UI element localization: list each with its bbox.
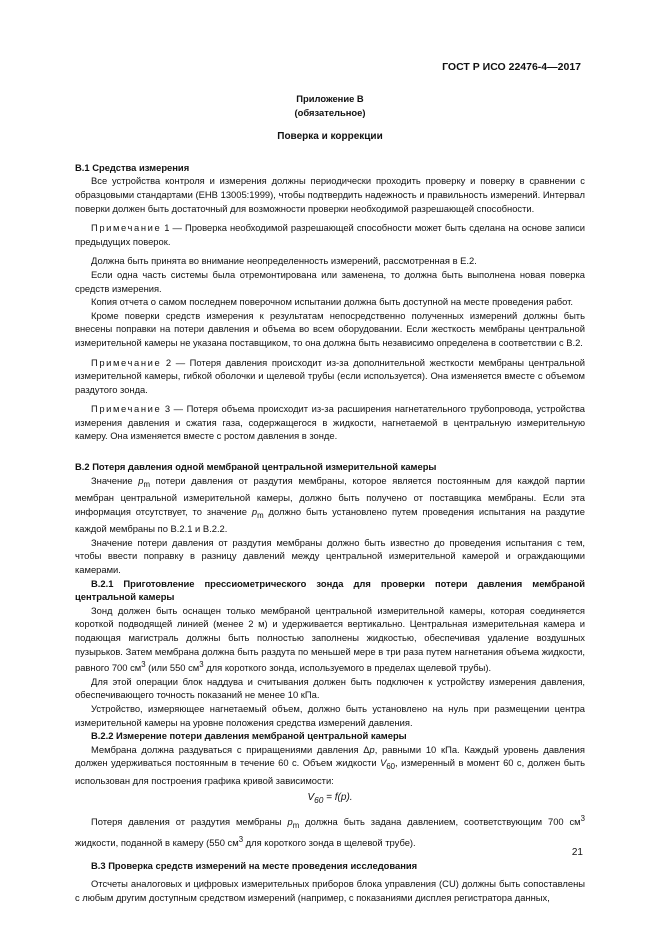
b21-paragraph-2: Для этой операции блок наддува и считывания должен быть подключен к устройству измерения давления, обеспечивающего точность показаний не менее 10 кПа. bbox=[75, 675, 585, 701]
note-1 bbox=[75, 221, 585, 248]
symbol-v: V bbox=[380, 757, 387, 769]
text-run: , равными 10 кПа. Каждый уровень давления должен удерживаться постоянным в течение 60 с. Объем жидкости bbox=[75, 743, 585, 769]
symbol-p: p bbox=[138, 474, 144, 486]
text-run: для короткого зонда, используемого в пределах щелевой трубы). bbox=[203, 662, 492, 674]
superscript: 3 bbox=[141, 660, 146, 670]
note-2-label: Примечание bbox=[91, 356, 162, 368]
symbol-sub: 60 bbox=[386, 762, 396, 772]
b2-paragraph-2: Значение потери давления от раздутия мембраны должно быть известно до проведения испытания с тем, чтобы ввести поправку в разницу давлений между центральной измерительной камерой и ограждающими камерами. bbox=[75, 536, 585, 575]
text-run: жидкости, поданной в камеру (550 см bbox=[75, 836, 239, 848]
text-run: должно быть установлено путем проведения испытания на раздутие каждой мембраны по В.2.1 и В.2.2. bbox=[75, 505, 585, 535]
b2-paragraph-1 bbox=[75, 474, 585, 536]
symbol-p: p bbox=[251, 505, 258, 517]
text-run: Значение bbox=[91, 474, 139, 486]
note-3 bbox=[75, 402, 585, 443]
appendix-title: Приложение В bbox=[296, 93, 364, 104]
symbol-sub: m bbox=[143, 479, 150, 489]
superscript: 3 bbox=[238, 834, 244, 844]
b1-heading: В.1 Средства измерения bbox=[75, 161, 190, 173]
b3-heading: В.3 Проверка средств измерений на месте проведения исследования bbox=[91, 860, 418, 872]
text-run: Зонд должен быть оснащен только мембраной центральной измерительной камеры, которая соединяется короткой подводящей линией (менее 2 м) и удерживается вертикально. Центральная измерительная камера и подающая магистраль должны быть полностью заполнены жидкостью, обеспечивая удаление воздушных пузырьков. Затем мембрана должна быть раздута по меньшей мере в три раза путем нагнетания объема жидкости, равного 700 см bbox=[75, 604, 585, 674]
superscript: 3 bbox=[199, 660, 204, 670]
text-run: для короткого зонда в щелевой трубе). bbox=[243, 836, 416, 848]
page-number: 21 bbox=[571, 847, 583, 858]
b1-paragraph-1: Все устройства контроля и измерения должны периодически проходить проверку и поверку в сравнении с образцовыми стандартами (ЕНВ 13005:1999), чтобы подтвердить надежность и правильность измерений. Интервал поверки должен быть достаточный для возможности проверки необходимой разрешающей способности. bbox=[75, 175, 585, 214]
note-2-text: 2 — Потеря давления происходит из-за дополнительной жесткости мембраны центральной измерительной камеры, гибкой оболочки и щелевой трубы (если используется). Она изменяется вместе с объемом раздутого зонда. bbox=[75, 356, 585, 395]
b1-paragraph-2: Должна быть принята во внимание неопределенность измерений, рассмотренная в Е.2. bbox=[91, 255, 477, 267]
standard-header: ГОСТ Р ИСО 22476-4—2017 bbox=[442, 61, 581, 73]
b3-paragraph-1: Отсчеты аналоговых и цифровых измерительных приборов блока управления (CU) должны быть сопоставлены с любым другим доступным средством измерений (например, с показаниями дисплея регистратора данных, bbox=[75, 877, 585, 903]
symbol-p: p bbox=[287, 816, 293, 828]
note-1-label: Примечание bbox=[91, 222, 162, 234]
note-1-text: 1 — Проверка необходимой разрешающей способности может быть сделана на основе записи предыдущих поверок. bbox=[75, 222, 585, 247]
b1-paragraph-4: Копия отчета о самом последнем поверочном испытании должна быть доступной на месте проведения работ. bbox=[91, 296, 573, 308]
b22-heading: В.2.2 Измерение потери давления мембраной центральной камеры bbox=[91, 730, 407, 742]
text-run: (или 550 см bbox=[145, 662, 200, 674]
formula bbox=[75, 791, 585, 808]
symbol-sub: m bbox=[257, 510, 264, 520]
appendix-subtitle: (обязательное) bbox=[294, 106, 366, 118]
note-3-text: 3 — Потеря объема происходит из-за расширения нагнетательного трубопровода, устройства измерения давления и сжатия газа, содержащегося в жидкости, нагнетаемой в центральную измерительную камеру. Она изменяется вместе с ростом давления в зонде. bbox=[75, 403, 585, 442]
note-3-label: Примечание bbox=[91, 403, 162, 415]
text-run: Мембрана должна раздуваться с приращениями давления Δ bbox=[91, 743, 370, 755]
note-2 bbox=[75, 356, 585, 397]
superscript: 3 bbox=[580, 814, 585, 824]
b21-paragraph-3: Устройство, измеряющее нагнетаемый объем, должно быть установлено на нуль при размещении центра измерительной камеры на уровне положения средства измерений давления. bbox=[75, 703, 585, 728]
text-run: Потеря давления от раздутия мембраны bbox=[91, 816, 288, 828]
text-run: должна быть задана давлением, соответствующим 700 см bbox=[299, 816, 581, 828]
b21-heading: В.2.1 Приготовление прессиометрического зонда для проверки потери давления мембраной центральной камеры bbox=[75, 577, 585, 603]
b21-paragraph-1 bbox=[75, 604, 585, 675]
b22-paragraph-1 bbox=[75, 743, 585, 788]
b1-paragraph-5: Кроме поверки средств измерения к результатам непосредственно полученных измерений должны быть внесены поправки на потери давления и объема во всем оборудовании. Если жесткость мембраны центральной измерительной камеры не указана поставщиком, то она должна быть независимо определена в соответствии с В.2. bbox=[75, 309, 585, 348]
document-body bbox=[75, 92, 585, 904]
b2-heading: В.2 Потеря давления одной мембраной центральной измерительной камеры bbox=[75, 461, 437, 473]
b22-paragraph-2 bbox=[75, 812, 585, 849]
b1-paragraph-3: Если одна часть системы была отремонтирована или заменена, то должна быть выполнена новая поверка средств измерения. bbox=[75, 268, 585, 294]
formula-v: V bbox=[307, 792, 315, 804]
formula-sub: 60 bbox=[314, 795, 324, 806]
text-run: , измеренный в момент 60 с, должен быть использован для построения графика кривой зависимости: bbox=[75, 757, 585, 786]
symbol-p: p bbox=[369, 743, 375, 755]
section-title: Поверка и коррекции bbox=[277, 131, 383, 143]
formula-rest: = f(p). bbox=[323, 792, 353, 804]
text-run: потери давления от раздутия мембраны, которое является постоянным для каждой партии мембран центральной измерительной камеры, должно быть получено от поставщика мембраны. Если эта информация отсутствует, то значение bbox=[75, 474, 585, 517]
symbol-sub: m bbox=[292, 821, 300, 831]
